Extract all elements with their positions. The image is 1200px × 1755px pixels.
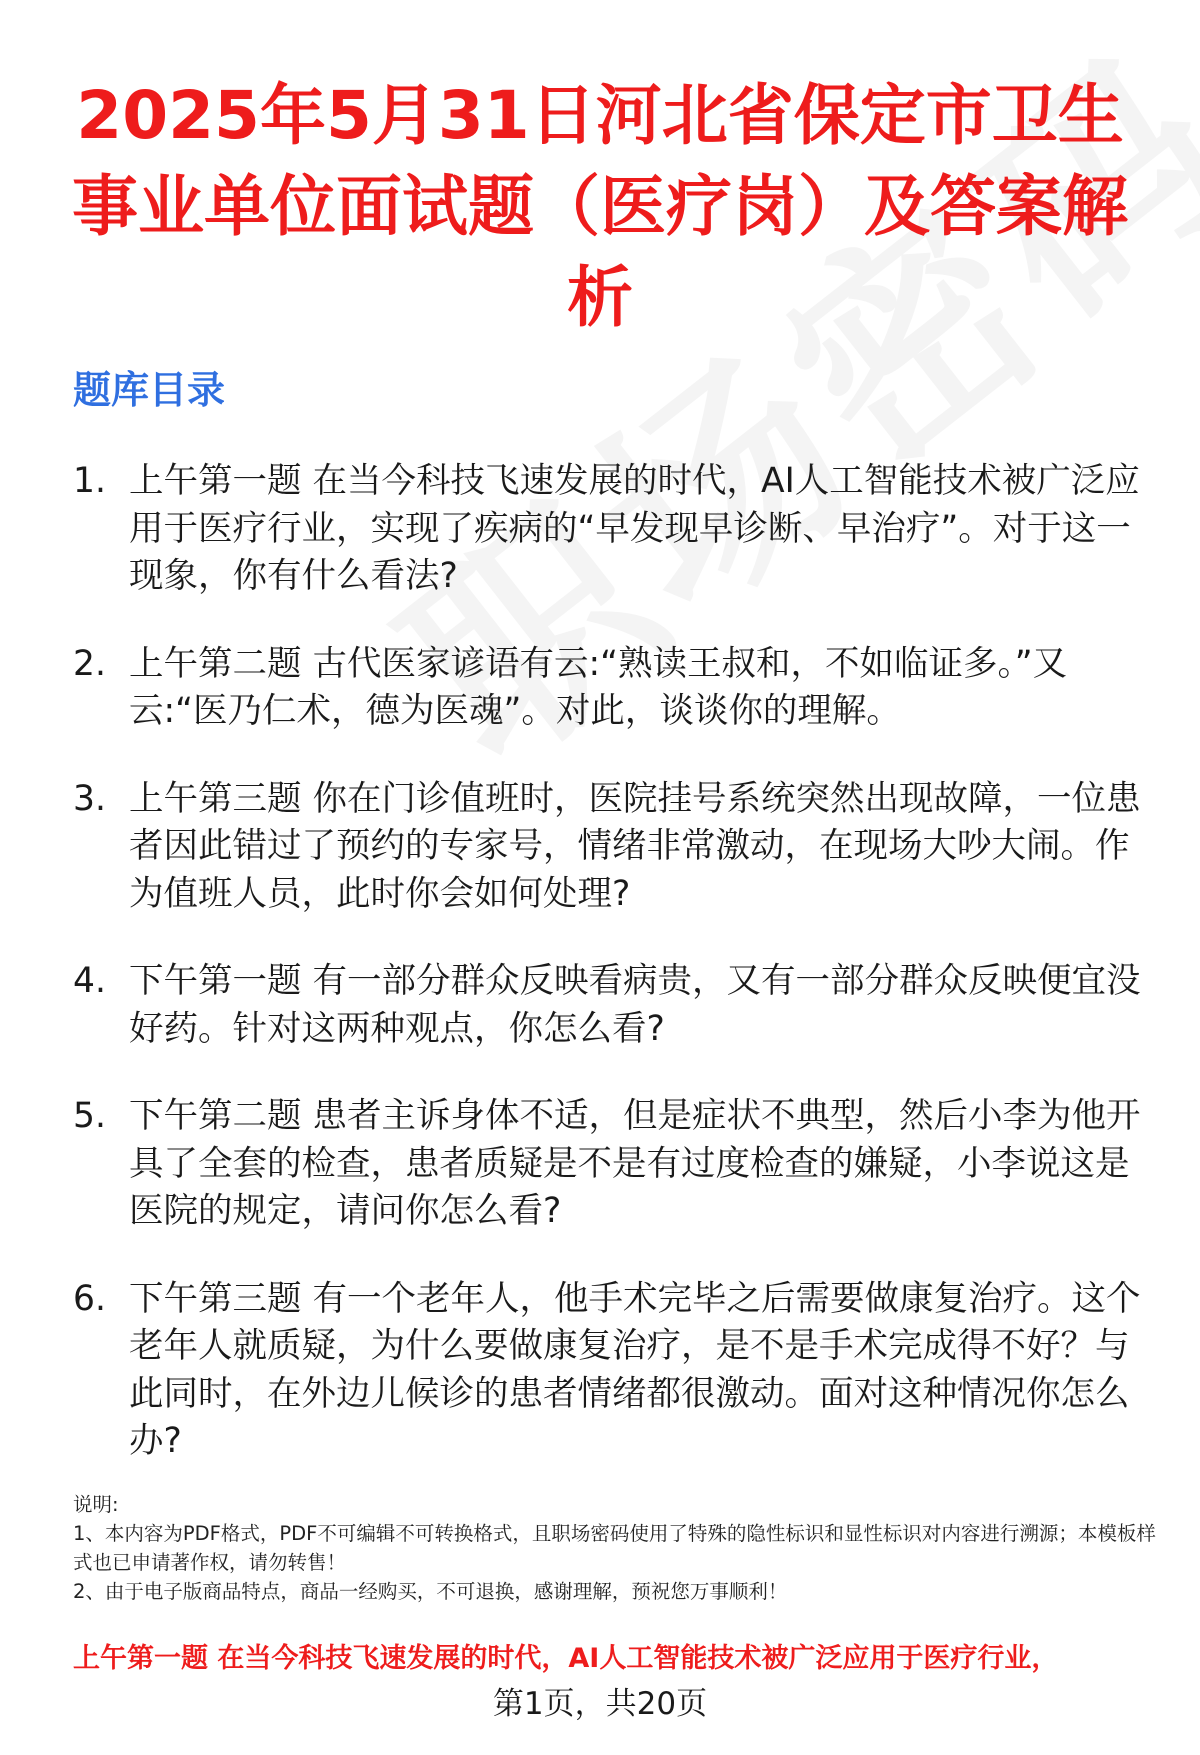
notice-block (73, 1490, 1163, 1606)
toc-heading: 题库目录 (73, 368, 226, 412)
question-number: 6. (73, 1278, 106, 1319)
question-text: 上午第二题 古代医家谚语有云:“熟读王叔和，不如临证多。”又云:“医乃仁术，德为医魂”。对此，谈谈你的理解。 (129, 643, 1068, 731)
question-number: 2. (73, 643, 106, 684)
page-number: 第1页，共20页 (492, 1686, 708, 1722)
question-item (73, 641, 1158, 736)
next-question-preview: 上午第一题 在当今科技飞速发展的时代，AI人工智能技术被广泛应用于医疗行业， (73, 1643, 1059, 1674)
notice-line: 2、由于电子版商品特点，商品一经购买，不可退换，感谢理解，预祝您万事顺利！ (73, 1580, 788, 1603)
document-title: 2025年5月31日河北省保定市卫生事业单位面试题（医疗岗）及答案解析 (72, 77, 1128, 336)
question-list (73, 458, 1158, 1506)
question-item (73, 958, 1158, 1053)
question-text: 下午第一题 有一部分群众反映看病贵，又有一部分群众反映便宜没好药。针对这两种观点，你怎么看? (129, 961, 1141, 1049)
notice-line: 1、本内容为PDF格式，PDF不可编辑不可转换格式，且职场密码使用了特殊的隐性标识和显性标识对内容进行溯源；本模板样式也已申请著作权，请勿转售！ (73, 1522, 1156, 1574)
question-number: 1. (73, 461, 106, 501)
question-item (73, 1093, 1158, 1236)
question-number: 3. (73, 778, 106, 819)
question-text: 下午第三题 有一个老年人，他手术完毕之后需要做康复治疗。这个老年人就质疑，为什么要做康复治疗，是不是手术完成得不好？与此同时，在外边儿候诊的患者情绪都很激动。面对这种情况你怎么办? (129, 1278, 1141, 1461)
question-number: 4. (73, 961, 106, 1001)
notice-heading: 说明: (73, 1493, 119, 1516)
question-item (73, 458, 1158, 601)
question-text: 上午第三题 你在门诊值班时，医院挂号系统突然出现故障，一位患者因此错过了预约的专家号，情绪非常激动，在现场大吵大闹。作为值班人员，此时你会如何处理? (129, 778, 1141, 914)
question-number: 5. (73, 1096, 106, 1136)
question-item (73, 776, 1158, 919)
question-text: 下午第二题 患者主诉身体不适，但是症状不典型，然后小李为他开具了全套的检查，患者质疑是不是有过度检查的嫌疑，小李说这是医院的规定，请问你怎么看? (129, 1096, 1141, 1231)
question-item (73, 1276, 1158, 1466)
question-text: 上午第一题 在当今科技飞速发展的时代，AI人工智能技术被广泛应用于医疗行业，实现了疾病的“早发现早诊断、早治疗”。对于这一现象，你有什么看法? (129, 461, 1140, 596)
